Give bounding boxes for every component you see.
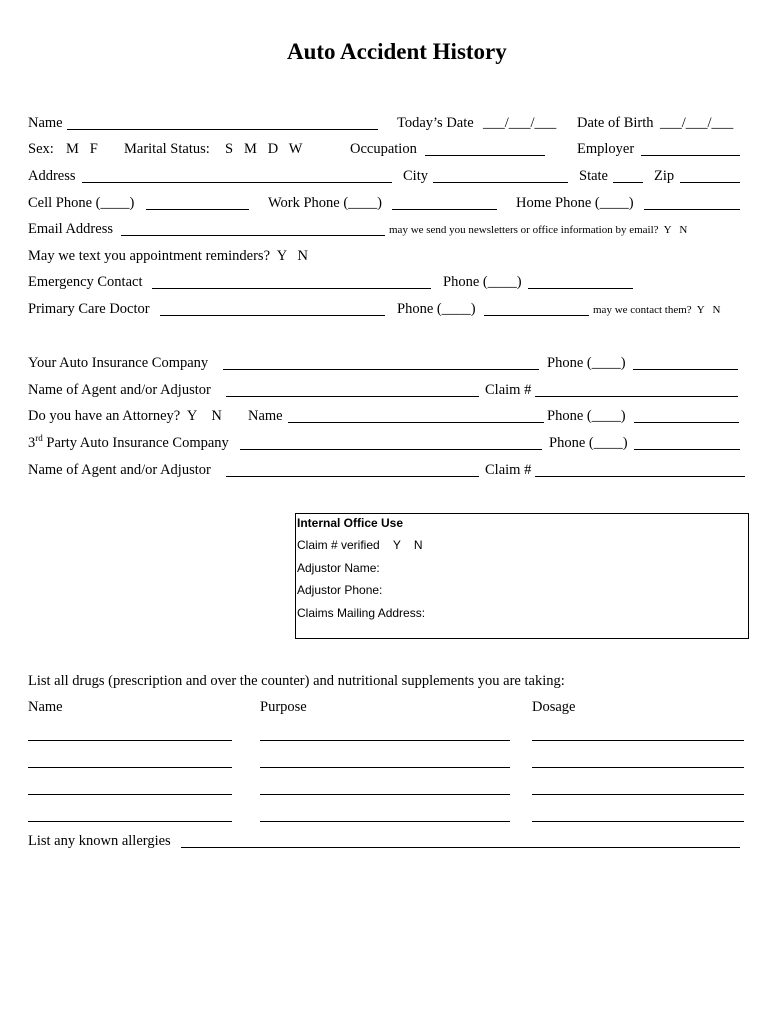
agent2-label: Name of Agent and/or Adjustor [28,462,211,478]
insurance-company-label: Your Auto Insurance Company [28,355,209,371]
city-field[interactable] [433,182,568,183]
claims-mailing-address-label: Claims Mailing Address: [297,606,426,620]
third-party-phone-label: Phone (____) [549,435,628,451]
emergency-contact-field[interactable] [152,288,431,289]
claim-verified[interactable]: Claim # verified Y N [297,538,423,552]
occupation-field[interactable] [425,155,545,156]
pcp-phone-field[interactable] [484,315,589,316]
state-label: State [579,168,608,184]
marital-status-options[interactable]: S M D W [225,141,303,157]
address-field[interactable] [82,182,392,183]
dob-field[interactable]: ___/___/___ [660,115,734,131]
emergency-phone-field[interactable] [528,288,633,289]
marital-status-label: Marital Status: [124,141,210,157]
text-reminders-consent[interactable]: May we text you appointment reminders? Y N [28,248,308,264]
med-name-field[interactable] [28,821,232,822]
med-name-field[interactable] [28,767,232,768]
sex-options[interactable]: M F [66,141,98,157]
work-phone-label: Work Phone (____) [268,195,383,211]
emergency-contact-label: Emergency Contact [28,274,143,290]
adjustor-phone-label: Adjustor Phone: [297,583,383,597]
home-phone-label: Home Phone (____) [516,195,634,211]
third-party-phone-field[interactable] [634,449,740,450]
medications-intro: List all drugs (prescription and over the counter) and nutritional supplements you are taking: [28,673,565,689]
attorney-name-label: Name [248,408,283,424]
agent-field[interactable] [226,396,479,397]
adjustor-name-label: Adjustor Name: [297,561,380,575]
name-field[interactable] [67,129,378,130]
todays-date-field[interactable]: ___/___/___ [483,115,557,131]
allergies-label: List any known allergies [28,833,171,849]
third-party-label: 3rd Party Auto Insurance Company [28,433,229,451]
third-party-field[interactable] [240,449,542,450]
zip-field[interactable] [680,182,740,183]
med-dosage-field[interactable] [532,767,744,768]
page-title: Auto Accident History [287,39,507,64]
internal-office-use-box [295,513,749,639]
attorney-name-field[interactable] [288,422,544,423]
med-name-field[interactable] [28,794,232,795]
emergency-phone-label: Phone (____) [443,274,522,290]
med-purpose-field[interactable] [260,767,510,768]
attorney-question[interactable]: Do you have an Attorney? Y N [28,408,222,424]
claim2-field[interactable] [535,476,745,477]
home-phone-field[interactable] [644,209,740,210]
agent2-field[interactable] [226,476,479,477]
claim-field[interactable] [535,396,738,397]
col-name-header: Name [28,699,63,715]
office-use-heading: Internal Office Use [297,516,404,530]
cell-phone-field[interactable] [146,209,249,210]
pcp-label: Primary Care Doctor [28,301,150,317]
pcp-field[interactable] [160,315,385,316]
email-field[interactable] [121,235,385,236]
address-label: Address [28,168,76,184]
med-dosage-field[interactable] [532,794,744,795]
newsletter-consent[interactable]: may we send you newsletters or office information by email? Y N [389,224,688,236]
sex-label: Sex: [28,141,54,157]
attorney-phone-label: Phone (____) [547,408,626,424]
allergies-field[interactable] [181,847,740,848]
zip-label: Zip [654,168,675,184]
claim-label: Claim # [485,382,532,398]
col-dosage-header: Dosage [532,699,576,715]
med-purpose-field[interactable] [260,740,510,741]
city-label: City [403,168,428,184]
pcp-contact-consent[interactable]: may we contact them? Y N [593,304,721,316]
pcp-phone-label: Phone (____) [397,301,476,317]
med-dosage-field[interactable] [532,740,744,741]
med-name-field[interactable] [28,740,232,741]
attorney-phone-field[interactable] [634,422,739,423]
todays-date-label: Today’s Date [397,115,474,131]
work-phone-field[interactable] [392,209,497,210]
employer-field[interactable] [641,155,740,156]
med-dosage-field[interactable] [532,821,744,822]
med-purpose-field[interactable] [260,794,510,795]
insurance-phone-field[interactable] [633,369,738,370]
claim2-label: Claim # [485,462,532,478]
insurance-company-field[interactable] [223,369,539,370]
med-purpose-field[interactable] [260,821,510,822]
agent-label: Name of Agent and/or Adjustor [28,382,211,398]
insurance-phone-label: Phone (____) [547,355,626,371]
dob-label: Date of Birth [577,115,654,131]
name-label: Name [28,115,63,131]
state-field[interactable] [613,182,643,183]
cell-phone-label: Cell Phone (____) [28,195,135,211]
col-purpose-header: Purpose [260,699,307,715]
employer-label: Employer [577,141,635,157]
occupation-label: Occupation [350,141,417,157]
email-label: Email Address [28,221,113,237]
